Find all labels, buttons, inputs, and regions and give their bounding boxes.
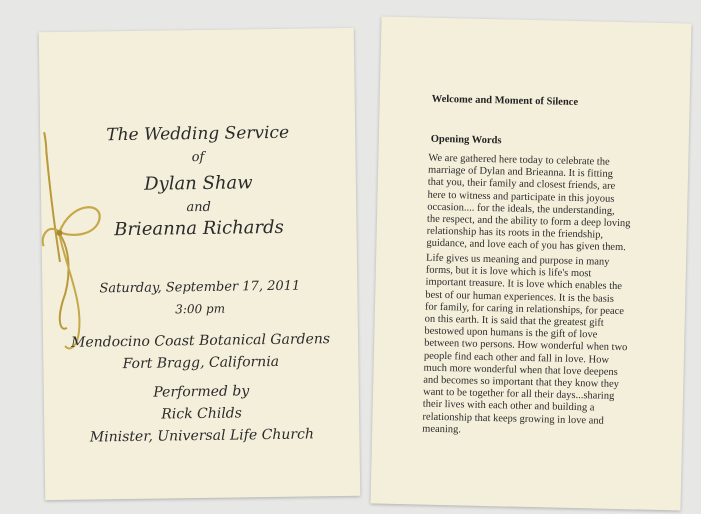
paragraph-line: between two persons. How wonderful when two bbox=[424, 338, 628, 354]
of-text: of bbox=[191, 149, 205, 166]
paragraph-line: and becomes so important that they know they bbox=[423, 374, 620, 391]
paragraph-line: that you, their family and closest friends, are bbox=[427, 177, 616, 193]
paragraph-line: important treasure. It is love which enables the bbox=[425, 277, 623, 293]
event-date: Saturday, September 17, 2011 bbox=[99, 278, 301, 297]
paragraph-line: want to be together for all their days...sharing bbox=[422, 386, 615, 403]
section-subheading: Opening Words bbox=[430, 133, 502, 147]
paragraph-line: meaning. bbox=[422, 423, 462, 436]
paragraph-line: on this earth. It is said that the greatest gift bbox=[424, 313, 604, 329]
performed-by-label: Performed by bbox=[153, 383, 250, 401]
paragraph-line: for family, for caring in relationships, for peace bbox=[424, 301, 625, 317]
paragraph-line: relationship that keeps growing in love and bbox=[422, 411, 604, 427]
paragraph-line: forms, but it is love which is life's most bbox=[425, 264, 592, 280]
paragraph-line: the respect, and the ability to form a deep loving bbox=[426, 213, 631, 230]
paragraph-line: marriage of Dylan and Brieanna. It is fitting bbox=[427, 164, 614, 181]
event-time: 3:00 pm bbox=[175, 301, 226, 317]
officiant-title: Minister, Universal Life Church bbox=[89, 426, 315, 446]
paragraph-line: their lives with each other and building a bbox=[422, 399, 595, 414]
paragraph-line: much more wonderful when that love deepens bbox=[423, 362, 618, 378]
service-title: The Wedding Service bbox=[106, 122, 290, 146]
paragraph-line: best of our human experiences. It is the basis bbox=[425, 289, 615, 305]
paragraph-line: bestowed upon humans is the gift of love bbox=[424, 325, 598, 341]
program-cover-card bbox=[39, 28, 361, 500]
event-city: Fort Bragg, California bbox=[122, 353, 280, 373]
opening-paragraph-2 bbox=[422, 253, 664, 441]
opening-paragraph-1 bbox=[426, 153, 666, 256]
paragraph-line: We are gathered here today to celebrate the bbox=[428, 152, 610, 168]
event-venue: Mendocino Coast Botanical Gardens bbox=[70, 331, 331, 351]
section-heading: Welcome and Moment of Silence bbox=[431, 93, 579, 109]
groom-name: Dylan Shaw bbox=[144, 172, 253, 195]
program-inside-card bbox=[371, 17, 692, 511]
bride-name: Brieanna Richards bbox=[114, 216, 284, 241]
paragraph-line: here to witness and participate in this joyous bbox=[427, 189, 615, 205]
paragraph-line: guidance, and love each of you has given them. bbox=[426, 238, 626, 254]
officiant-name: Rick Childs bbox=[161, 405, 243, 423]
paragraph-line: people find each other and fall in love. How bbox=[423, 350, 610, 366]
paragraph-line: Life gives us meaning and purpose in many bbox=[425, 252, 610, 268]
paragraph-line: relationship has its roots in the friendship, bbox=[426, 225, 604, 241]
paragraph-line: occasion.... for the ideals, the understanding, bbox=[427, 201, 615, 217]
and-text: and bbox=[186, 199, 212, 216]
